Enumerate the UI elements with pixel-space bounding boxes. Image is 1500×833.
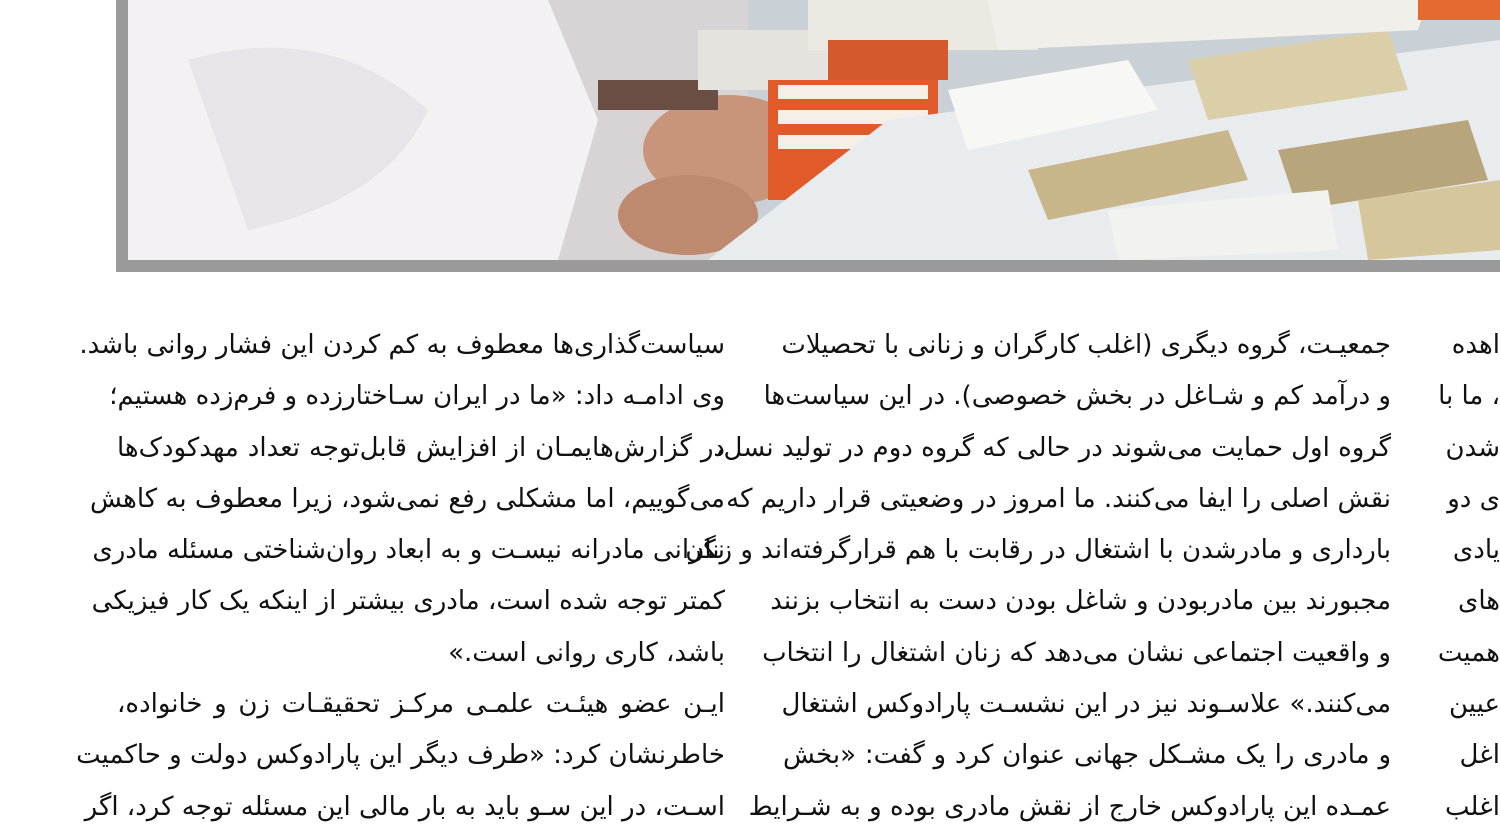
text-line: در گزارش‌هایمـان از افزایش قابل‌توجه تعداد مهدکودک‌ها <box>117 432 725 463</box>
text-line: همیت <box>1437 637 1500 668</box>
text-line: و درآمد کم و شـاغل در بخش خصوصی). در این سیاست‌ها <box>763 381 1391 412</box>
text-line: کمتر توجه شده است، مادری بیشتر از اینکه یک کار فیزیکی <box>91 586 725 617</box>
text-column-middle <box>685 320 1391 833</box>
text-line: ایـن عضو هیئـت علمـی مرکـز تحقیقـات زن و خانواده، <box>117 689 725 720</box>
photo-illustration <box>128 0 1500 260</box>
factory-photo <box>128 0 1500 260</box>
text-line: وی ادامـه داد: «ما در ایران سـاختارزده و فرم‌زده هستیم؛ <box>109 381 725 412</box>
text-line: می‌گوییم، اما مشکلی رفع نمی‌شود، زیرا معطوف به کاهش <box>90 483 725 514</box>
text-line: اهده <box>1451 330 1500 360</box>
text-line: و واقعیت اجتماعی نشان می‌دهد که زنان اشتغال را انتخاب <box>762 637 1391 668</box>
text-line: نقش اصلی را ایفا می‌کنند. ما امروز در وضعیتی قرار داریم که <box>726 483 1391 514</box>
text-line: بارداری و مادرشدن با اشتغال در رقابت با هم قرارگرفته‌اند و زنان <box>685 535 1391 566</box>
text-line: مجبورند بین مادربودن و شاغل بودن دست به انتخاب بزنند <box>770 586 1391 617</box>
text-column-left <box>76 320 725 833</box>
text-line: باشد، کاری روانی است.» <box>448 637 725 668</box>
text-line: عیین <box>1449 689 1500 720</box>
photo-frame <box>116 0 1500 272</box>
text-line: شدن <box>1445 432 1500 463</box>
text-line: اغل <box>1459 740 1500 771</box>
text-line: نگرانی مادرانه نیسـت و به ابعاد روان‌شناختی مسئله مادری <box>92 535 725 566</box>
text-line: سیاست‌گذاری‌ها معطوف به کم کردن این فشار روانی باشد. <box>79 330 725 360</box>
text-line: های <box>1458 586 1500 617</box>
text-line: اسـت، در این سـو باید به بار مالی این مسئله توجه کرد، اگر <box>84 791 725 822</box>
text-column-right-partial <box>1437 320 1500 833</box>
text-line: می‌کنند.» علاسـوند نیز در این نشسـت پارادوکس اشتغال <box>781 689 1391 720</box>
text-line: ی دو <box>1447 483 1500 514</box>
text-line: جمعیـت، گروه دیگری (اغلب کارگران و زنانی با تحصیلات <box>781 330 1391 360</box>
text-line: ، ما با <box>1438 381 1500 412</box>
text-line: اغلب <box>1445 791 1500 822</box>
text-line: گروه اول حمایت می‌شوند در حالی که گروه دوم در تولید نسل، <box>715 432 1391 463</box>
text-line: خاطرنشان کرد: «طرف دیگر این پارادوکس دولت و حاکمیت <box>76 740 725 771</box>
text-line: یادی <box>1452 535 1500 566</box>
text-line: عمـده این پارادوکس خارج از نقش مادری بوده و به شـرایط <box>748 791 1391 822</box>
text-line: و مادری را یک مشـکل جهانی عنوان کرد و گفت: «بخش <box>783 740 1391 771</box>
